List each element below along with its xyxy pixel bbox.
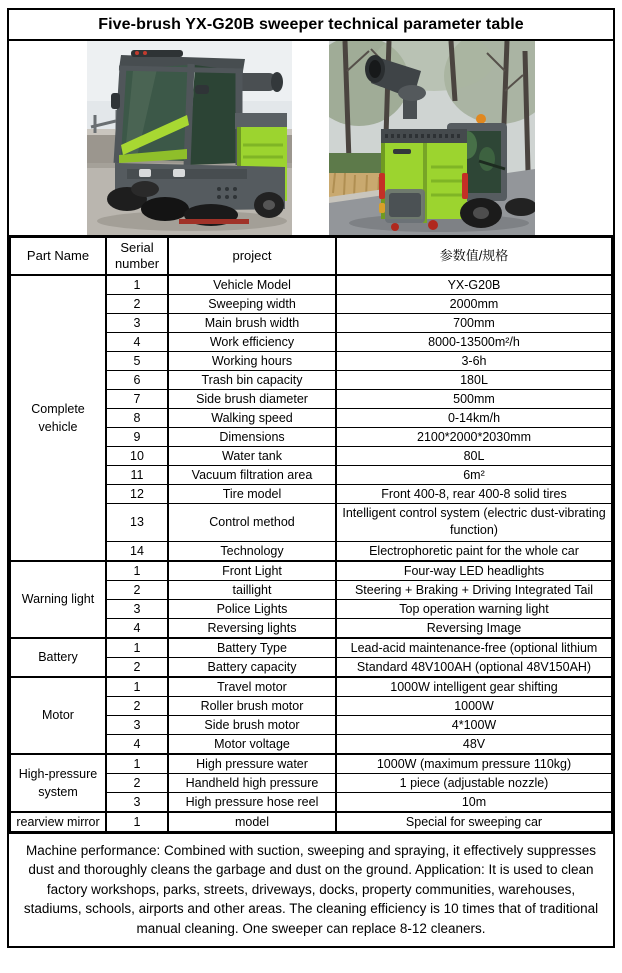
project-cell: Handheld high pressure: [168, 773, 336, 792]
project-cell: Vehicle Model: [168, 275, 336, 295]
part-name-cell: rearview mirror: [10, 812, 106, 832]
parameter-sheet: [7, 8, 615, 948]
project-cell: High pressure water: [168, 754, 336, 774]
value-cell: 10m: [336, 792, 612, 812]
serial-cell: 4: [106, 618, 168, 638]
value-cell: Lead-acid maintenance-free (optional lithium: [336, 638, 612, 658]
table-row: [10, 754, 612, 774]
table-row: [10, 812, 612, 832]
value-cell: Top operation warning light: [336, 599, 612, 618]
part-name-cell: Complete vehicle: [10, 275, 106, 561]
photo-panel: [9, 41, 613, 237]
project-cell: Side brush motor: [168, 715, 336, 734]
value-cell: YX-G20B: [336, 275, 612, 295]
serial-cell: 3: [106, 313, 168, 332]
project-cell: Control method: [168, 503, 336, 541]
table-row: [10, 638, 612, 658]
serial-cell: 4: [106, 734, 168, 754]
project-cell: Dimensions: [168, 427, 336, 446]
project-cell: Reversing lights: [168, 618, 336, 638]
value-cell: Electrophoretic paint for the whole car: [336, 541, 612, 561]
value-cell: Special for sweeping car: [336, 812, 612, 832]
serial-cell: 1: [106, 638, 168, 658]
value-cell: 1000W (maximum pressure 110kg): [336, 754, 612, 774]
value-cell: 6m²: [336, 465, 612, 484]
value-cell: 1000W intelligent gear shifting: [336, 677, 612, 697]
serial-cell: 1: [106, 561, 168, 581]
header-value: 参数值/规格: [336, 238, 612, 275]
serial-cell: 13: [106, 503, 168, 541]
serial-cell: 1: [106, 754, 168, 774]
value-cell: 500mm: [336, 389, 612, 408]
project-cell: Vacuum filtration area: [168, 465, 336, 484]
project-cell: Front Light: [168, 561, 336, 581]
value-cell: Four-way LED headlights: [336, 561, 612, 581]
value-cell: 1 piece (adjustable nozzle): [336, 773, 612, 792]
table-row: [10, 275, 612, 295]
project-cell: Side brush diameter: [168, 389, 336, 408]
value-cell: 8000-13500m²/h: [336, 332, 612, 351]
table-row: [10, 677, 612, 697]
value-cell: 1000W: [336, 696, 612, 715]
project-cell: Work efficiency: [168, 332, 336, 351]
project-cell: Travel motor: [168, 677, 336, 697]
value-cell: 0-14km/h: [336, 408, 612, 427]
serial-cell: 4: [106, 332, 168, 351]
serial-cell: 11: [106, 465, 168, 484]
value-cell: Standard 48V100AH (optional 48V150AH): [336, 657, 612, 677]
value-cell: 180L: [336, 370, 612, 389]
project-cell: Technology: [168, 541, 336, 561]
value-cell: Intelligent control system (electric dust-vibrating function): [336, 503, 612, 541]
header-project: project: [168, 238, 336, 275]
project-cell: Working hours: [168, 351, 336, 370]
table-row: [10, 561, 612, 581]
serial-cell: 1: [106, 812, 168, 832]
sweeper-rear-photo: [329, 41, 535, 235]
serial-cell: 1: [106, 275, 168, 295]
serial-cell: 2: [106, 580, 168, 599]
value-cell: Front 400-8, rear 400-8 solid tires: [336, 484, 612, 503]
project-cell: Walking speed: [168, 408, 336, 427]
value-cell: 2100*2000*2030mm: [336, 427, 612, 446]
project-cell: taillight: [168, 580, 336, 599]
value-cell: 2000mm: [336, 294, 612, 313]
part-name-cell: Motor: [10, 677, 106, 754]
project-cell: Sweeping width: [168, 294, 336, 313]
serial-cell: 12: [106, 484, 168, 503]
value-cell: 80L: [336, 446, 612, 465]
spec-table: [9, 237, 613, 832]
serial-cell: 3: [106, 792, 168, 812]
project-cell: Battery capacity: [168, 657, 336, 677]
serial-cell: 5: [106, 351, 168, 370]
part-name-cell: High-pressure system: [10, 754, 106, 812]
project-cell: Trash bin capacity: [168, 370, 336, 389]
project-cell: Battery Type: [168, 638, 336, 658]
serial-cell: 2: [106, 657, 168, 677]
serial-cell: 2: [106, 773, 168, 792]
value-cell: 48V: [336, 734, 612, 754]
serial-cell: 2: [106, 294, 168, 313]
project-cell: model: [168, 812, 336, 832]
page-title: Five-brush YX-G20B sweeper technical parameter table: [9, 10, 613, 41]
serial-cell: 3: [106, 599, 168, 618]
serial-cell: 9: [106, 427, 168, 446]
project-cell: Police Lights: [168, 599, 336, 618]
serial-cell: 3: [106, 715, 168, 734]
header-row: [10, 238, 612, 275]
header-serial: Serial number: [106, 238, 168, 275]
value-cell: 700mm: [336, 313, 612, 332]
project-cell: High pressure hose reel: [168, 792, 336, 812]
project-cell: Water tank: [168, 446, 336, 465]
serial-cell: 8: [106, 408, 168, 427]
project-cell: Motor voltage: [168, 734, 336, 754]
sweeper-front-photo: [87, 41, 292, 235]
serial-cell: 6: [106, 370, 168, 389]
value-cell: 3-6h: [336, 351, 612, 370]
part-name-cell: Battery: [10, 638, 106, 677]
header-part-name: Part Name: [10, 238, 106, 275]
project-cell: Main brush width: [168, 313, 336, 332]
serial-cell: 7: [106, 389, 168, 408]
serial-cell: 2: [106, 696, 168, 715]
serial-cell: 10: [106, 446, 168, 465]
serial-cell: 14: [106, 541, 168, 561]
project-cell: Tire model: [168, 484, 336, 503]
project-cell: Roller brush motor: [168, 696, 336, 715]
value-cell: Reversing Image: [336, 618, 612, 638]
performance-note: Machine performance: Combined with suction, sweeping and spraying, it effectively suppresses dust and thoroughly cleans the garbage and dust on the ground. Application: It is used to clean factory workshops, parks, streets, driveways, docks, property communities, warehouses, stadiums, schools, airports and other areas. The cleaning efficiency is 10 times that of traditional manual cleaning. One sweeper can replace 8-12 cleaners.: [9, 832, 613, 947]
value-cell: 4*100W: [336, 715, 612, 734]
value-cell: Steering + Braking + Driving Integrated Tail: [336, 580, 612, 599]
part-name-cell: Warning light: [10, 561, 106, 638]
serial-cell: 1: [106, 677, 168, 697]
